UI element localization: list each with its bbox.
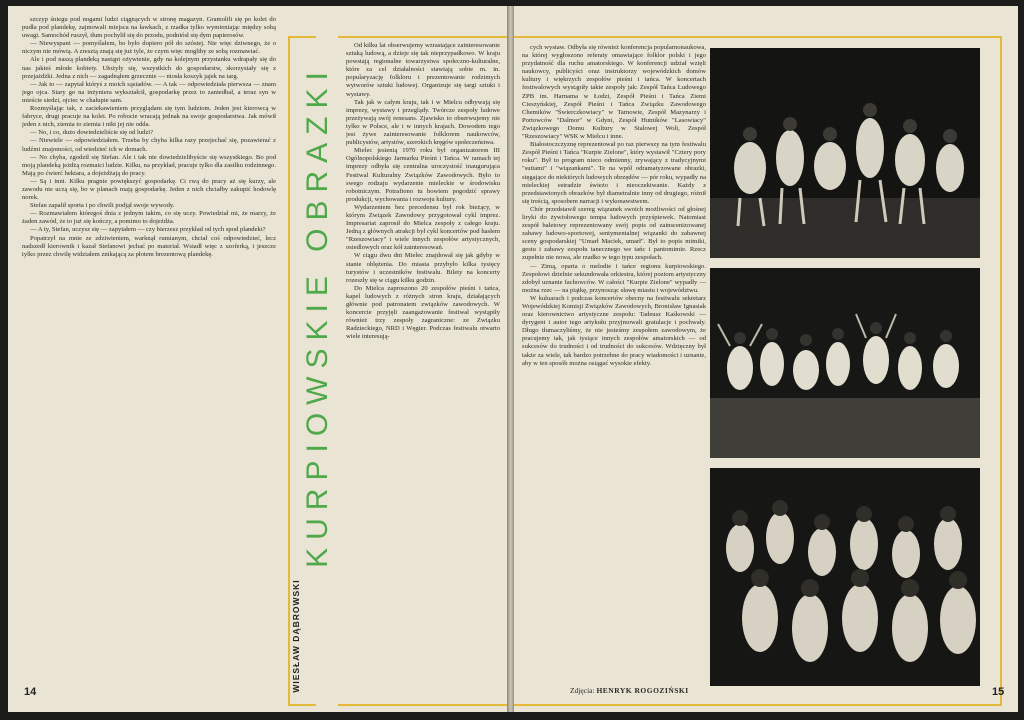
paragraph: Wydarzeniem bez precedensu był rok bieżący, w którym Związek Zawodowy przygotował cykl imprez. Impresariat zaprosił do Mielca zespoły z całego kraju. Jedną z głównych atrakcji był cykl koncertów pod hasłem "Rzeszowiacy" i wiele innych zespołów artystycznych, osiedlowych oraz kół zainteresowań. bbox=[346, 203, 500, 252]
photo-choir bbox=[710, 468, 980, 686]
paragraph: — Są i inni. Kilku pragnie powiększyć gospodarkę. Ci rwą do pracy aż się kurzy, ale zawodu nie uczą się, bo w planach mają gospodarkę. Jeden z nich chciałby zakupić hodowlę norek. bbox=[22, 177, 276, 202]
paragraph: Mielec jesienią 1970 roku był organizatorem III Ogólnopolskiego Jarmarku Pieśni i Tańca. W ramach tej imprezy odbyła się centralna uroczystość inaugurująca Festiwal Kulturalny Związków Zawodowych. Było to swego rodzaju wydarzenie mieleckie w środowisku robotniczym. Potrafiono tu bowiem pogodzić sprawy produkcji, wychowania i rozwoju kultury. bbox=[346, 147, 500, 203]
left-column-1 bbox=[22, 16, 276, 680]
paragraph: — Zimą, oparta o melodie i tańce regionu kurpiowskiego. Zespołowi dzielnie sekundowała orkiestra, której poziom artystyczny zdobył uznanie fachowców. W całości "Kurpie Zielone" wypadły — można rzec — na piątkę, przynosząc sławę miastu i województwu. bbox=[522, 262, 706, 294]
paragraph: — Niewyspani — pomyślałem, bo było dopiero pół do szóstej. Nie więc dziwnego, że o niczym nie mówią. A zresztą znają się już tyle, że czym więc mogliby ze sobą rozmawiać. bbox=[22, 40, 276, 56]
paragraph: W kuluarach i podczas koncertów obecny na festiwalu sekretarz Wojewódzkiej Komisji Związków Zawodowych, Bronisław Ignasiak oraz kierownictwo artystyczne zespołu: Tadeusz Kaśkowski — dyrygent i autor tego artykułu przyjmowali gratulacje i pochwały. Długo tłumaczyliśmy, że nie jesteśmy zespołem zawodowym, że pracujemy tak, jak tysiące innych zespołów amatorskich — od sukcesów do trudności i od trudności do sukcesów. Wdzięczny był także za wiele, tak bardzo potrzebne do pracy wiadomości i uznanie, aby w ten sposób można osiągać wysokie efekty. bbox=[522, 294, 706, 367]
title-block bbox=[288, 36, 334, 702]
paragraph: Białostoczczyznę reprezentował po raz pierwszy na tym festiwalu Zespół Pieśni i Tańca "Kurpie Zielone", który wystawił "Cztery pory roku". Był to program nieco odmienny, zrywający z tradycyjnymi "suitami" i "wiązankami". Te na wpół odramatyzowane obrazki, sięgające do niektórych ludowych obrzędów — pór roku, wypadły na mieleckiej estradzie świeżo i nieoczekiwanie. Każdy z przedstawionych obrazków był diametralnie inny od drugiego, różnił się treścią, sposobem narracji i wykonawstwem. bbox=[522, 141, 706, 205]
paragraph: — No chyba, zgodził się Stefan. Ale i tak nie dowiedzielibyście się wszystkiego. Bo pod moją plandeką jeżdżą rozmaici ludzie. Kilku, na przykład, pracuje tylko dla zasiłku rodzinnego. Mają po ćwierć hektara, a dojeżdżają do pracy. bbox=[22, 153, 276, 177]
paragraph: Rozmyślając tak, z zaciekawieniem przyglądam się tym ludziom. Jeden jest kierowcą w fabryce, drugi pracuje na kolei. Po robocie wracają jednak na swoje gospodarstwa. Jak mówił jeden z nich, ziemia to ziemia i nikt jej nie odda. bbox=[22, 105, 276, 129]
page-number-right: 15 bbox=[992, 686, 1005, 698]
paragraph: Tak jak w całym kraju, tak i w Mielcu odbywają się imprezy, wystawy i przeglądy. Twórcze zespoły ludowe przeżywają swój renesans. Zjawisko to obserwujemy nie tylko w Polsce, ale i w innych krajach. Dowodem tego jest żywe zainteresowanie folklorem naukowców, publicystów, artystów, szerokich kręgów społeczeństwa. bbox=[346, 98, 500, 147]
photo-dancers-1-image bbox=[710, 48, 980, 258]
paragraph: Chór przedstawił szereg wiązanek swoich możliwości od głośnej liryki do żywiołowego tempa ludowych przyśpiewek. Natomiast zespół baletowy reprezentowany swój popis od zainscenizowanej zabawy ludowo-sportowej, sentymentalnej wiązanki do zabawnej sceny gospodarskiej "Umarł Maciek, umarł". Był to popis mimiki, gestu i zabawy zespołu tanecznego we tańc i pantomimie. Rzecz zupełnie nie nowa, ale rzadko w tego typu zespołach. bbox=[522, 205, 706, 262]
photo-credit-name: HENRYK ROGOZIŃSKI bbox=[596, 686, 689, 695]
paragraph: — A ty, Stefan, uczysz się — zapytałem — czy bierzesz przykład od tych spod plandeki? bbox=[30, 226, 266, 234]
right-column-1 bbox=[522, 44, 706, 686]
paragraph: Od kilku lat obserwujemy wzrastające zainteresowanie sztuką ludową, a dzieje się tak nieprzypadkowo. W kraju powstają regionalne towarzystwa społeczno-kulturalne, które za cel działalności stawiają sobie m. in. popularyzację folkloru i prezentowanie rodzimych wytworów sztuki ludowej. Organizuje się targi sztuki i wystawy. bbox=[346, 42, 500, 98]
photo-choir-image bbox=[710, 468, 980, 686]
article-frame-top-bottom bbox=[338, 36, 508, 706]
photo-dancers-2 bbox=[710, 268, 980, 458]
paragraph: — Niewiele — odpowiedziałem. Trzeba by chyba kilka razy przejechać się, pozawierać z ludźmi znajomości, od wiedzieć ich w domach. bbox=[22, 137, 276, 153]
photo-dancers-2-image bbox=[710, 268, 980, 458]
paragraph: W ciągu dwu dni Mielec znajdował się jak gdyby w stanie oblężenia. Do miasta przybyło kilka tysięcy turystów i uczestników festiwalu. Bilety na koncerty rozeszły się w ciągu kilku godzin. bbox=[346, 252, 500, 284]
right-page bbox=[514, 6, 1018, 712]
paragraph: Stefan zapalił sporta i po chwili podjął swoje wywody. bbox=[30, 202, 175, 210]
paragraph: szczyp śniegu pod nogami ludzi ciągnących w stronę magazyn. Gramolili się po kolei do pudła pod plandekę, zajmowali miejsca na ławkach, z rzadka tylko wymieniając między sobą uwagi. Samochód ruszył, tłum pochylił się do przodu, podniósł się dym papierosów. bbox=[22, 16, 276, 40]
photo-dancers-1 bbox=[710, 48, 980, 258]
page-number-left: 14 bbox=[24, 686, 37, 698]
photo-credit bbox=[570, 686, 689, 695]
paragraph: Popatrzył na mnie ze zdziwieniem, warknął rumianym, chciał coś odpowiedzieć, lecz nadszedł kierownik i kazał Stefanowi jechać po materiał. Wsiadł więc z szoferką, i jeszcze tylko przez chwilę widziałem znikającą za płotem brezentową plandekę. bbox=[22, 234, 276, 258]
article-title: KURPIOWSKIE OBRAZKI bbox=[301, 64, 334, 568]
paragraph: — Rozmawiałem któregoś dnia z jednym takim, co się uczy. Powiedział mi, że marzy, że żaden zawód, że to już się kończy, a pomimo to dojeżdża. bbox=[22, 210, 276, 226]
paragraph: — No, i co, dużo dowiedzieliście się od ludzi? bbox=[30, 129, 154, 137]
article-author: WIESŁAW DĄBROWSKI bbox=[291, 579, 301, 693]
photo-credit-label: Zdjęcia: bbox=[570, 686, 595, 695]
paragraph: Ale i pod naszą plandeką nastąpi ożywienie, gdy na kolejnym przystanku wdrapały się do nas jakieś młode kobiety. Ułożyły się, wszystkich do gospodarstw, skorzystały się z przejażdżki. Jedna z nich — zagadnąłem grzecznie — niosła koszyk jajek na targ. bbox=[22, 56, 276, 80]
paragraph: Do Mielca zaproszono 20 zespołów pieśni i tańca, kapel ludowych z różnych stron kraju, działających głównie pod patronatem związków zawodowych. W koncercie przyjęli zaangażowanie festiwal wystąpiły również trzy zespoły zagraniczne: ze Związku Radzieckiego, NRD i Węgier. Podczas festiwalu otwarto wiele interesują- bbox=[346, 284, 500, 341]
paragraph: cych wystaw. Odbyła się również konferencja popularnonaukowa, na której wygłoszono referaty omawiające folklor polski i jego przydatność dla ruchu amatorskiego. W konferencji udział wzięli naukowcy, publicyści oraz instruktorzy wojewódzkich domów kultury i więkrzych zespołów pieśni i tańca. W koncertach festiwalowych wystąpiły takie zespoły jak: Zespół Tańca Ludowego ZPB im. Harnama w Łodzi, Zespół Pieśni i Tańca Ziemi Cieszyńskiej, Zespół Pieśni i Tańca Związku Zawodowego Chemików "Świerczkowiacy" w Tarnowie, Zespół Mazynarzy i Portowców "Dalmor" w Gdyni, Zespół Hutników "Lasowiacy" Związkowego Domu Kultury w Stalowej Woli, Zespół "Rzeszowiacy" WSK w Mielcu i inne. bbox=[522, 44, 706, 141]
paragraph: — Jak to — zapytał któryś z moich sąsiadów. — A tak — odpowiedziała pierwsza — znam jego ojca. Stary go na inżyniera wykształcił, gospodarkę przez to zaniedbał, a teraz syn w mieście siedzi, ojciec w chałupie sam. bbox=[22, 80, 276, 104]
left-page bbox=[8, 6, 508, 712]
